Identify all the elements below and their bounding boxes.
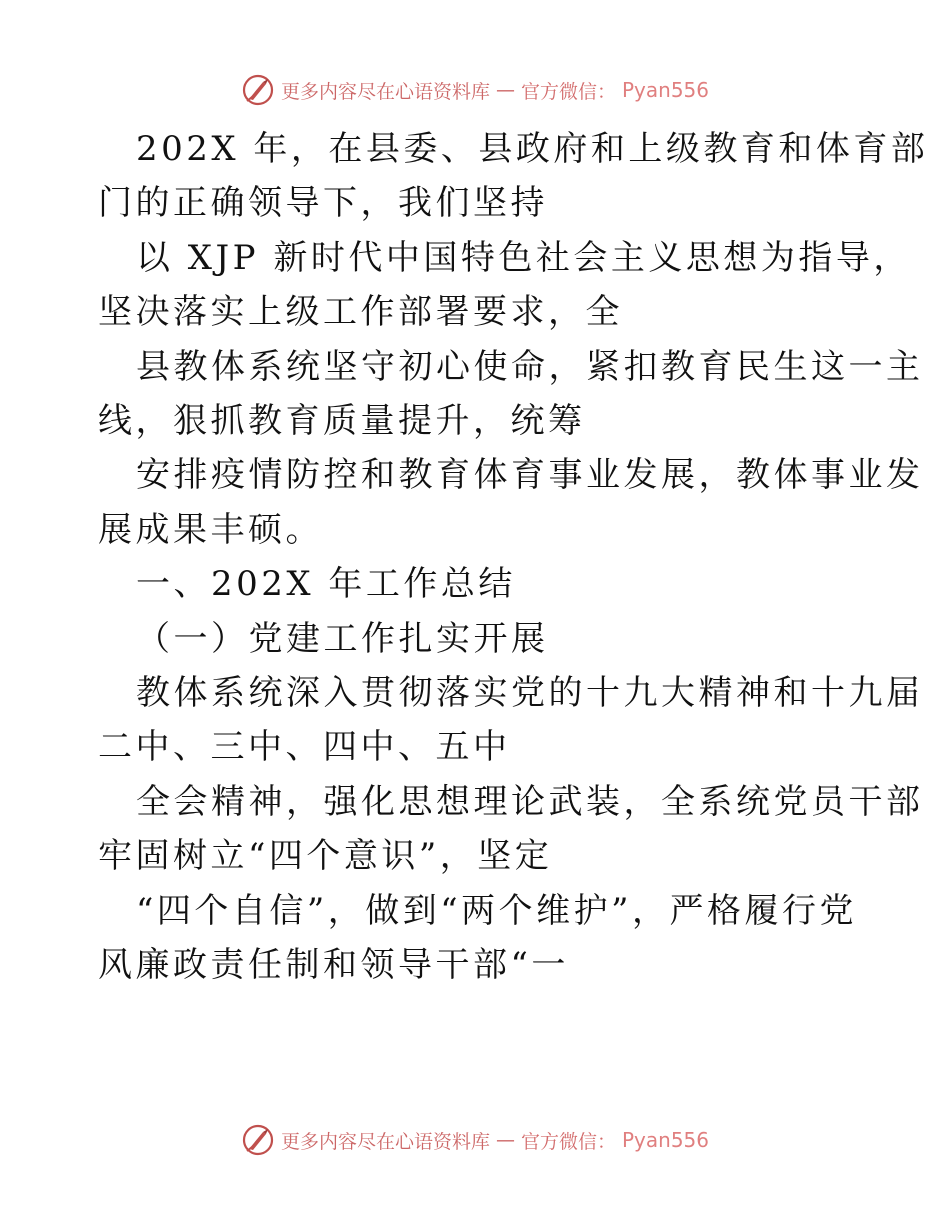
section-heading: 一、202X 年工作总结 [136,564,516,605]
document-body [98,122,929,993]
text-line: 县教体系统坚守初心使命，紧扣教育民生这一主 [136,346,924,387]
text-line: “四个自信”，做到“两个维护”，严格履行党 [136,890,858,931]
watermark-dash: — [495,79,515,101]
watermark-label: 官方微信： [520,1130,616,1153]
watermark-text: 更多内容尽在心语资料库 [280,80,490,103]
text-line: 牢固树立“四个意识”，坚定 [98,836,553,877]
text-line: 线，狠抓教育质量提升，统筹 [98,401,586,442]
feather-circle-logo-icon [241,73,275,107]
text-line: 以 XJP 新时代中国特色社会主义思想为指导， [136,237,911,278]
watermark-label: 官方微信： [520,80,616,103]
text-line: 门的正确领导下，我们坚持 [98,183,548,224]
text-line: 全会精神，强化思想理论武装，全系统党员干部 [136,781,924,822]
watermark-account: Pyan556 [622,1128,710,1152]
watermark-text: 更多内容尽在心语资料库 [280,1130,490,1153]
watermark-dash: — [495,1129,515,1151]
subsection-heading: （一）党建工作扎实开展 [136,618,549,659]
text-line: 安排疫情防控和教育体育事业发展，教体事业发 [136,455,924,496]
text-line: 坚决落实上级工作部署要求，全 [98,292,623,333]
watermark-account: Pyan556 [622,78,710,102]
text-line: 二中、三中、四中、五中 [98,727,511,768]
text-line: 风廉政责任制和领导干部“一 [98,945,569,986]
footer-watermark [0,1120,950,1160]
text-line: 202X 年，在县委、县政府和上级教育和体育部 [136,129,929,169]
header-watermark [0,70,950,110]
text-line: 展成果丰硕。 [98,509,323,550]
text-line: 教体系统深入贯彻落实党的十九大精神和十九届 [136,673,924,714]
feather-circle-logo-icon [241,1123,275,1157]
